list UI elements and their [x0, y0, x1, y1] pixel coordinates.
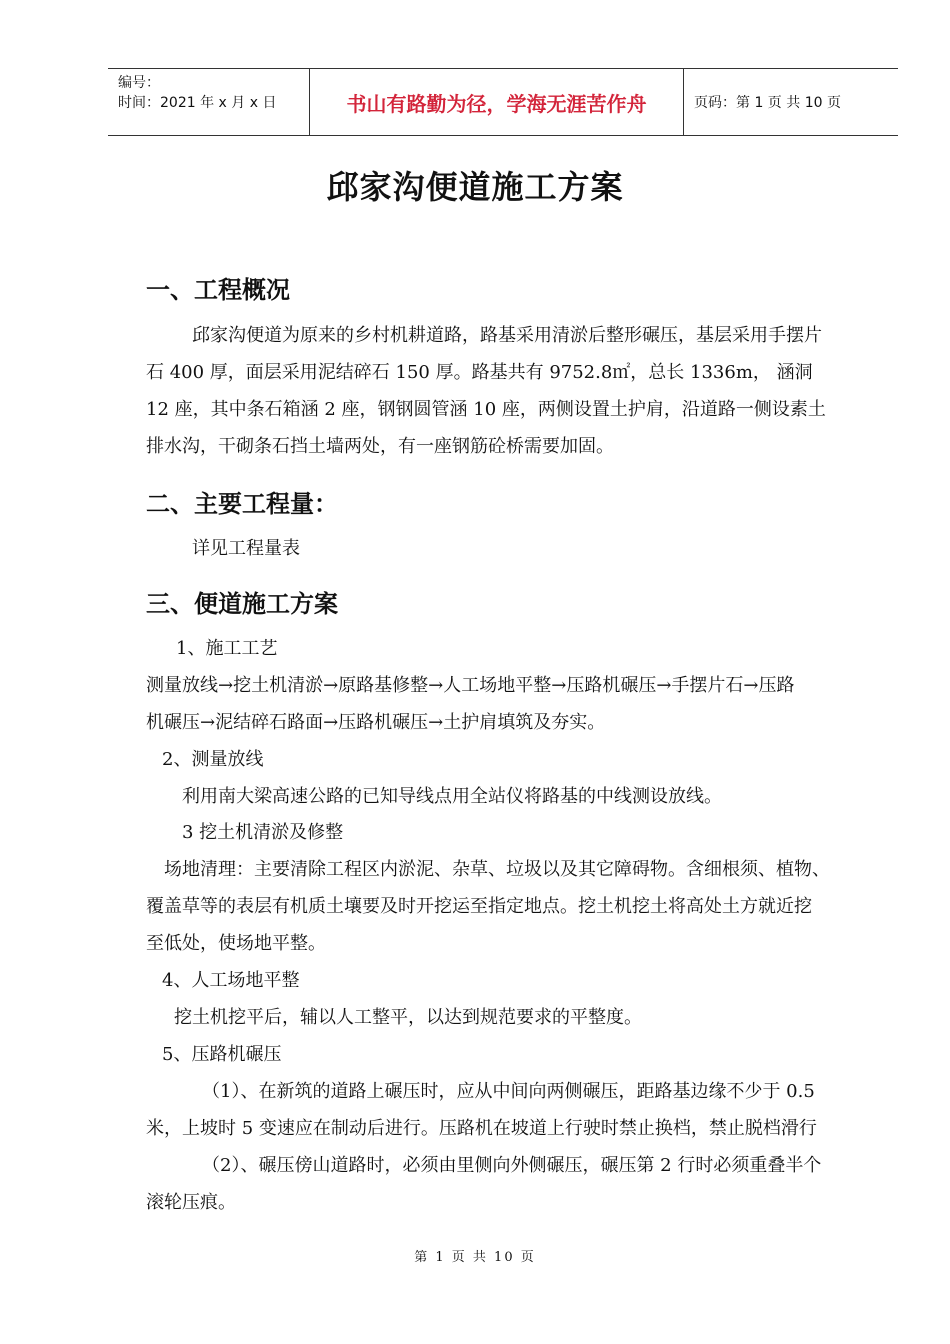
document-date: 时间：2021 年 x 月 x 日: [118, 95, 277, 111]
paragraph-line: 测量放线→挖土机清淤→原路基修整→人工场地平整→压路机碾压→手摆片石→压路: [146, 675, 795, 696]
section-heading-construction-plan: 三、便道施工方案: [146, 590, 338, 618]
paragraph-line: 详见工程量表: [192, 538, 300, 559]
section-heading-overview: 一、工程概况: [146, 276, 290, 304]
paragraph-line: 利用南大梁高速公路的已知导线点用全站仪将路基的中线测设放线。: [182, 786, 722, 807]
paragraph-line: 场地清理：主要清除工程区内淤泥、杂草、垃圾以及其它障碍物。含细根须、植物、: [164, 859, 830, 880]
item-title: 1、施工工艺: [176, 638, 278, 659]
page-footer: 第 1 页 共 10 页: [414, 1250, 536, 1265]
header-motto: 书山有路勤为径，学海无涯苦作舟: [310, 69, 684, 135]
paragraph-line: 排水沟，干砌条石挡土墙两处，有一座钢筋砼桥需要加固。: [146, 436, 614, 457]
header-meta: [108, 69, 310, 135]
paragraph-line: 米，上坡时 5 变速应在制动后进行。压路机在坡道上行驶时禁止换档，禁止脱档滑行: [146, 1118, 817, 1139]
paragraph-line: 挖土机挖平后，辅以人工整平，以达到规范要求的平整度。: [174, 1007, 642, 1028]
item-title: 5、压路机碾压: [162, 1044, 282, 1065]
paragraph-line: 12 座，其中条石箱涵 2 座，钢钢圆管涵 10 座，两侧设置土护肩，沿道路一侧设素土: [146, 399, 826, 420]
document-number-label: 编号：: [118, 75, 160, 91]
paragraph-line: 覆盖草等的表层有机质土壤要及时开挖运至指定地点。挖土机挖土将高处土方就近挖: [146, 896, 812, 917]
document-title: 邱家沟便道施工方案: [326, 168, 624, 206]
header-page-info: 页码：第 1 页 共 10 页: [694, 95, 841, 111]
paragraph-line: （1）、在新筑的道路上碾压时，应从中间向两侧碾压，距路基边缘不少于 0.5: [202, 1081, 815, 1102]
item-title: 2、测量放线: [162, 749, 264, 770]
item-title: 3 挖土机清淤及修整: [182, 822, 344, 843]
paragraph-line: 石 400 厚，面层采用泥结碎石 150 厚。路基共有 9752.8㎡，总长 1336m， 涵洞: [146, 362, 813, 383]
section-heading-quantities: 二、主要工程量：: [146, 490, 338, 518]
paragraph-line: 至低处，使场地平整。: [146, 933, 326, 954]
page-header: [108, 68, 898, 136]
paragraph-line: 邱家沟便道为原来的乡村机耕道路，路基采用清淤后整形碾压，基层采用手摆片: [192, 325, 822, 346]
paragraph-line: （2）、碾压傍山道路时，必须由里侧向外侧碾压，碾压第 2 行时必须重叠半个: [202, 1155, 822, 1176]
paragraph-line: 机碾压→泥结碎石路面→压路机碾压→土护肩填筑及夯实。: [146, 712, 606, 733]
item-title: 4、人工场地平整: [162, 970, 300, 991]
paragraph-line: 滚轮压痕。: [146, 1192, 236, 1213]
